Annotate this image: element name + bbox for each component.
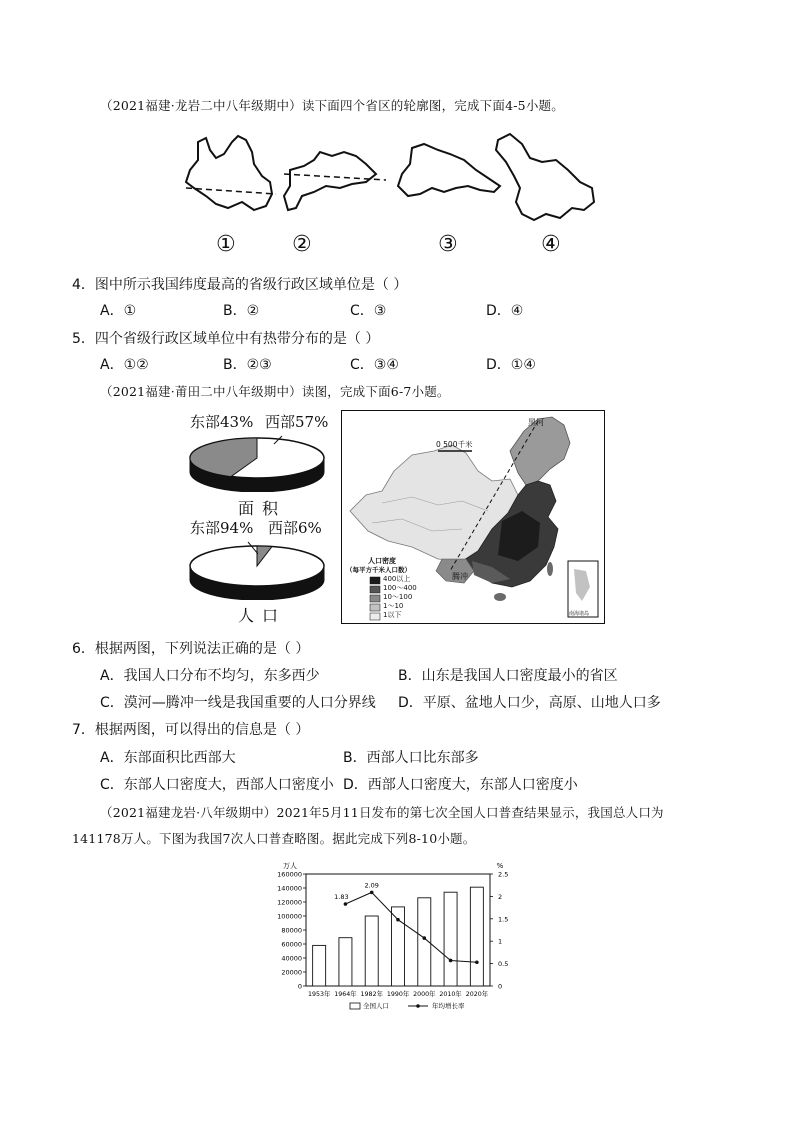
pie-pop-east-label: 东部94% — [190, 519, 254, 537]
pie-area-chart — [186, 432, 328, 492]
province-outline-2 — [284, 152, 376, 210]
y2-tick-label: 2 — [498, 892, 503, 901]
legend-swatch-4 — [370, 604, 380, 611]
growth-rate-point — [475, 960, 479, 964]
q5-stem: 5．四个省级行政区域单位中有热带分布的是（ ） — [72, 331, 380, 347]
pie-pop-chart — [186, 538, 328, 600]
q5-option-c[interactable]: C．③④ — [350, 357, 399, 373]
q6-option-a[interactable]: A．我国人口分布不均匀，东多西少 — [100, 668, 320, 684]
intro-6-7: （2021福建·莆田二中八年级期中）读图，完成下面6-7小题。 — [100, 384, 450, 399]
q4-option-d[interactable]: D．④ — [486, 303, 524, 319]
legend-bar-swatch — [350, 1003, 360, 1009]
rate-data-label: 2.09 — [364, 881, 379, 890]
legend-item-4: 1～10 — [383, 602, 404, 610]
y-tick-label: 20000 — [281, 968, 302, 977]
y2-tick-label: 0 — [498, 982, 503, 991]
legend-bar-label: 全国人口 — [363, 1002, 389, 1010]
growth-rate-point — [422, 936, 426, 940]
legend-items — [383, 575, 417, 620]
population-bar — [339, 938, 352, 986]
growth-rate-point — [370, 891, 374, 895]
x-tick-label: 1982年 — [360, 991, 383, 998]
legend-item-3: 10～100 — [383, 593, 413, 601]
pie-pop-caption: 人口 — [238, 606, 287, 625]
province-outlines — [180, 130, 610, 230]
pie-area-west-label: 西部57% — [265, 413, 329, 431]
q5-option-a[interactable]: A．①② — [100, 357, 149, 373]
province-label-2: ② — [292, 232, 312, 257]
q5-option-d[interactable]: D．①④ — [486, 357, 536, 373]
province-outline-1 — [186, 136, 272, 210]
q7-option-b[interactable]: B．西部人口比东部多 — [343, 750, 479, 766]
x-tick-label: 2000年 — [413, 991, 436, 998]
q7-option-d[interactable]: D．西部人口密度大，东部人口密度小 — [343, 777, 578, 793]
pie-pop-west-label: 西部6% — [268, 519, 322, 537]
rate-data-label: 1.83 — [334, 893, 349, 902]
legend-title: 人口密度 — [368, 557, 396, 565]
population-density-map — [341, 410, 605, 624]
map-scale: 0 500千米 — [436, 440, 473, 449]
x-tick-label: 1990年 — [386, 991, 410, 998]
legend-line-label: 年均增长率 — [432, 1002, 465, 1010]
province-outline-3 — [398, 144, 500, 196]
q6-option-d[interactable]: D．平原、盆地人口少，高原、山地人口多 — [398, 695, 661, 711]
map-label-tengchong: 腾冲 — [452, 572, 468, 581]
q6-option-b[interactable]: B．山东是我国人口密度最小的省区 — [398, 668, 618, 684]
legend-item-2: 100～400 — [383, 584, 417, 592]
legend-line-dot — [416, 1004, 420, 1008]
q4-option-c[interactable]: C．③ — [350, 303, 387, 319]
population-bar — [365, 916, 378, 986]
legend-swatch-2 — [370, 586, 380, 593]
population-bar — [470, 887, 483, 986]
pie-area-caption: 面积 — [238, 499, 287, 518]
q4-option-a[interactable]: A．① — [100, 303, 137, 319]
x-tick-label: 1953年 — [307, 991, 331, 998]
legend-item-1: 400以上 — [383, 575, 411, 583]
province-label-3: ③ — [438, 232, 458, 257]
x-tick-label: 2020年 — [465, 991, 489, 998]
q4-stem: 4．图中所示我国纬度最高的省级行政区域单位是（ ） — [72, 277, 408, 293]
map-label-heihe: 黑河 — [528, 418, 544, 427]
growth-rate-point — [344, 902, 348, 906]
y-tick-label: 160000 — [277, 870, 302, 879]
legend-swatch-1 — [370, 577, 380, 584]
y-tick-label: 140000 — [277, 884, 302, 893]
legend-item-5: 1以下 — [383, 611, 402, 619]
province-label-1: ① — [216, 232, 236, 257]
growth-rate-point — [396, 918, 400, 922]
inset-label: 南海诸岛 — [569, 611, 590, 617]
intro-8-10-line1: （2021福建龙岩·八年级期中）2021年5月11日发布的第七次全国人口普查结果显示，我国总人口为 — [100, 805, 664, 820]
y-tick-label: 100000 — [277, 912, 302, 921]
legend-subtitle: （每平方千米人口数） — [346, 566, 411, 574]
y-axis-label: 万人 — [283, 862, 297, 870]
y2-tick-label: 1.5 — [498, 915, 509, 924]
q7-option-a[interactable]: A．东部面积比西部大 — [100, 750, 236, 766]
x-tick-label: 2010年 — [439, 991, 462, 998]
y-tick-label: 60000 — [281, 940, 302, 949]
y2-tick-label: 2.5 — [498, 870, 509, 879]
q7-stem: 7．根据两图，可以得出的信息是（ ） — [72, 722, 310, 738]
q5-option-b[interactable]: B．②③ — [223, 357, 272, 373]
y2-tick-label: 0.5 — [498, 960, 509, 969]
pie-area-east-label: 东部43% — [190, 413, 254, 431]
y-tick-label: 40000 — [281, 954, 302, 963]
intro-4-5: （2021福建·龙岩二中八年级期中）读下面四个省区的轮廓图，完成下面4-5小题。 — [100, 98, 564, 113]
y-tick-label: 80000 — [281, 926, 302, 935]
y2-tick-label: 1 — [498, 937, 503, 946]
x-tick-label: 1964年 — [334, 991, 357, 998]
y2-axis-label: % — [496, 862, 504, 870]
q4-option-b[interactable]: B．② — [223, 303, 260, 319]
y-tick-label: 120000 — [277, 898, 302, 907]
population-bar — [444, 892, 457, 986]
province-label-4: ④ — [541, 232, 561, 257]
q6-option-c[interactable]: C．漠河—腾冲一线是我国重要的人口分界线 — [100, 695, 376, 711]
intro-8-10-line2: 141178万人。下图为我国7次人口普查略图。据此完成下列8-10小题。 — [72, 831, 476, 846]
province-outline-4 — [496, 134, 594, 220]
population-bar — [313, 945, 326, 986]
q7-option-c[interactable]: C．东部人口密度大，西部人口密度小 — [100, 777, 334, 793]
q6-stem: 6．根据两图，下列说法正确的是（ ） — [72, 641, 310, 657]
census-chart — [268, 858, 528, 1018]
legend-swatch-3 — [370, 595, 380, 602]
y-tick-label: 0 — [297, 982, 302, 991]
growth-rate-point — [449, 959, 453, 963]
legend-swatch-5 — [370, 613, 380, 620]
